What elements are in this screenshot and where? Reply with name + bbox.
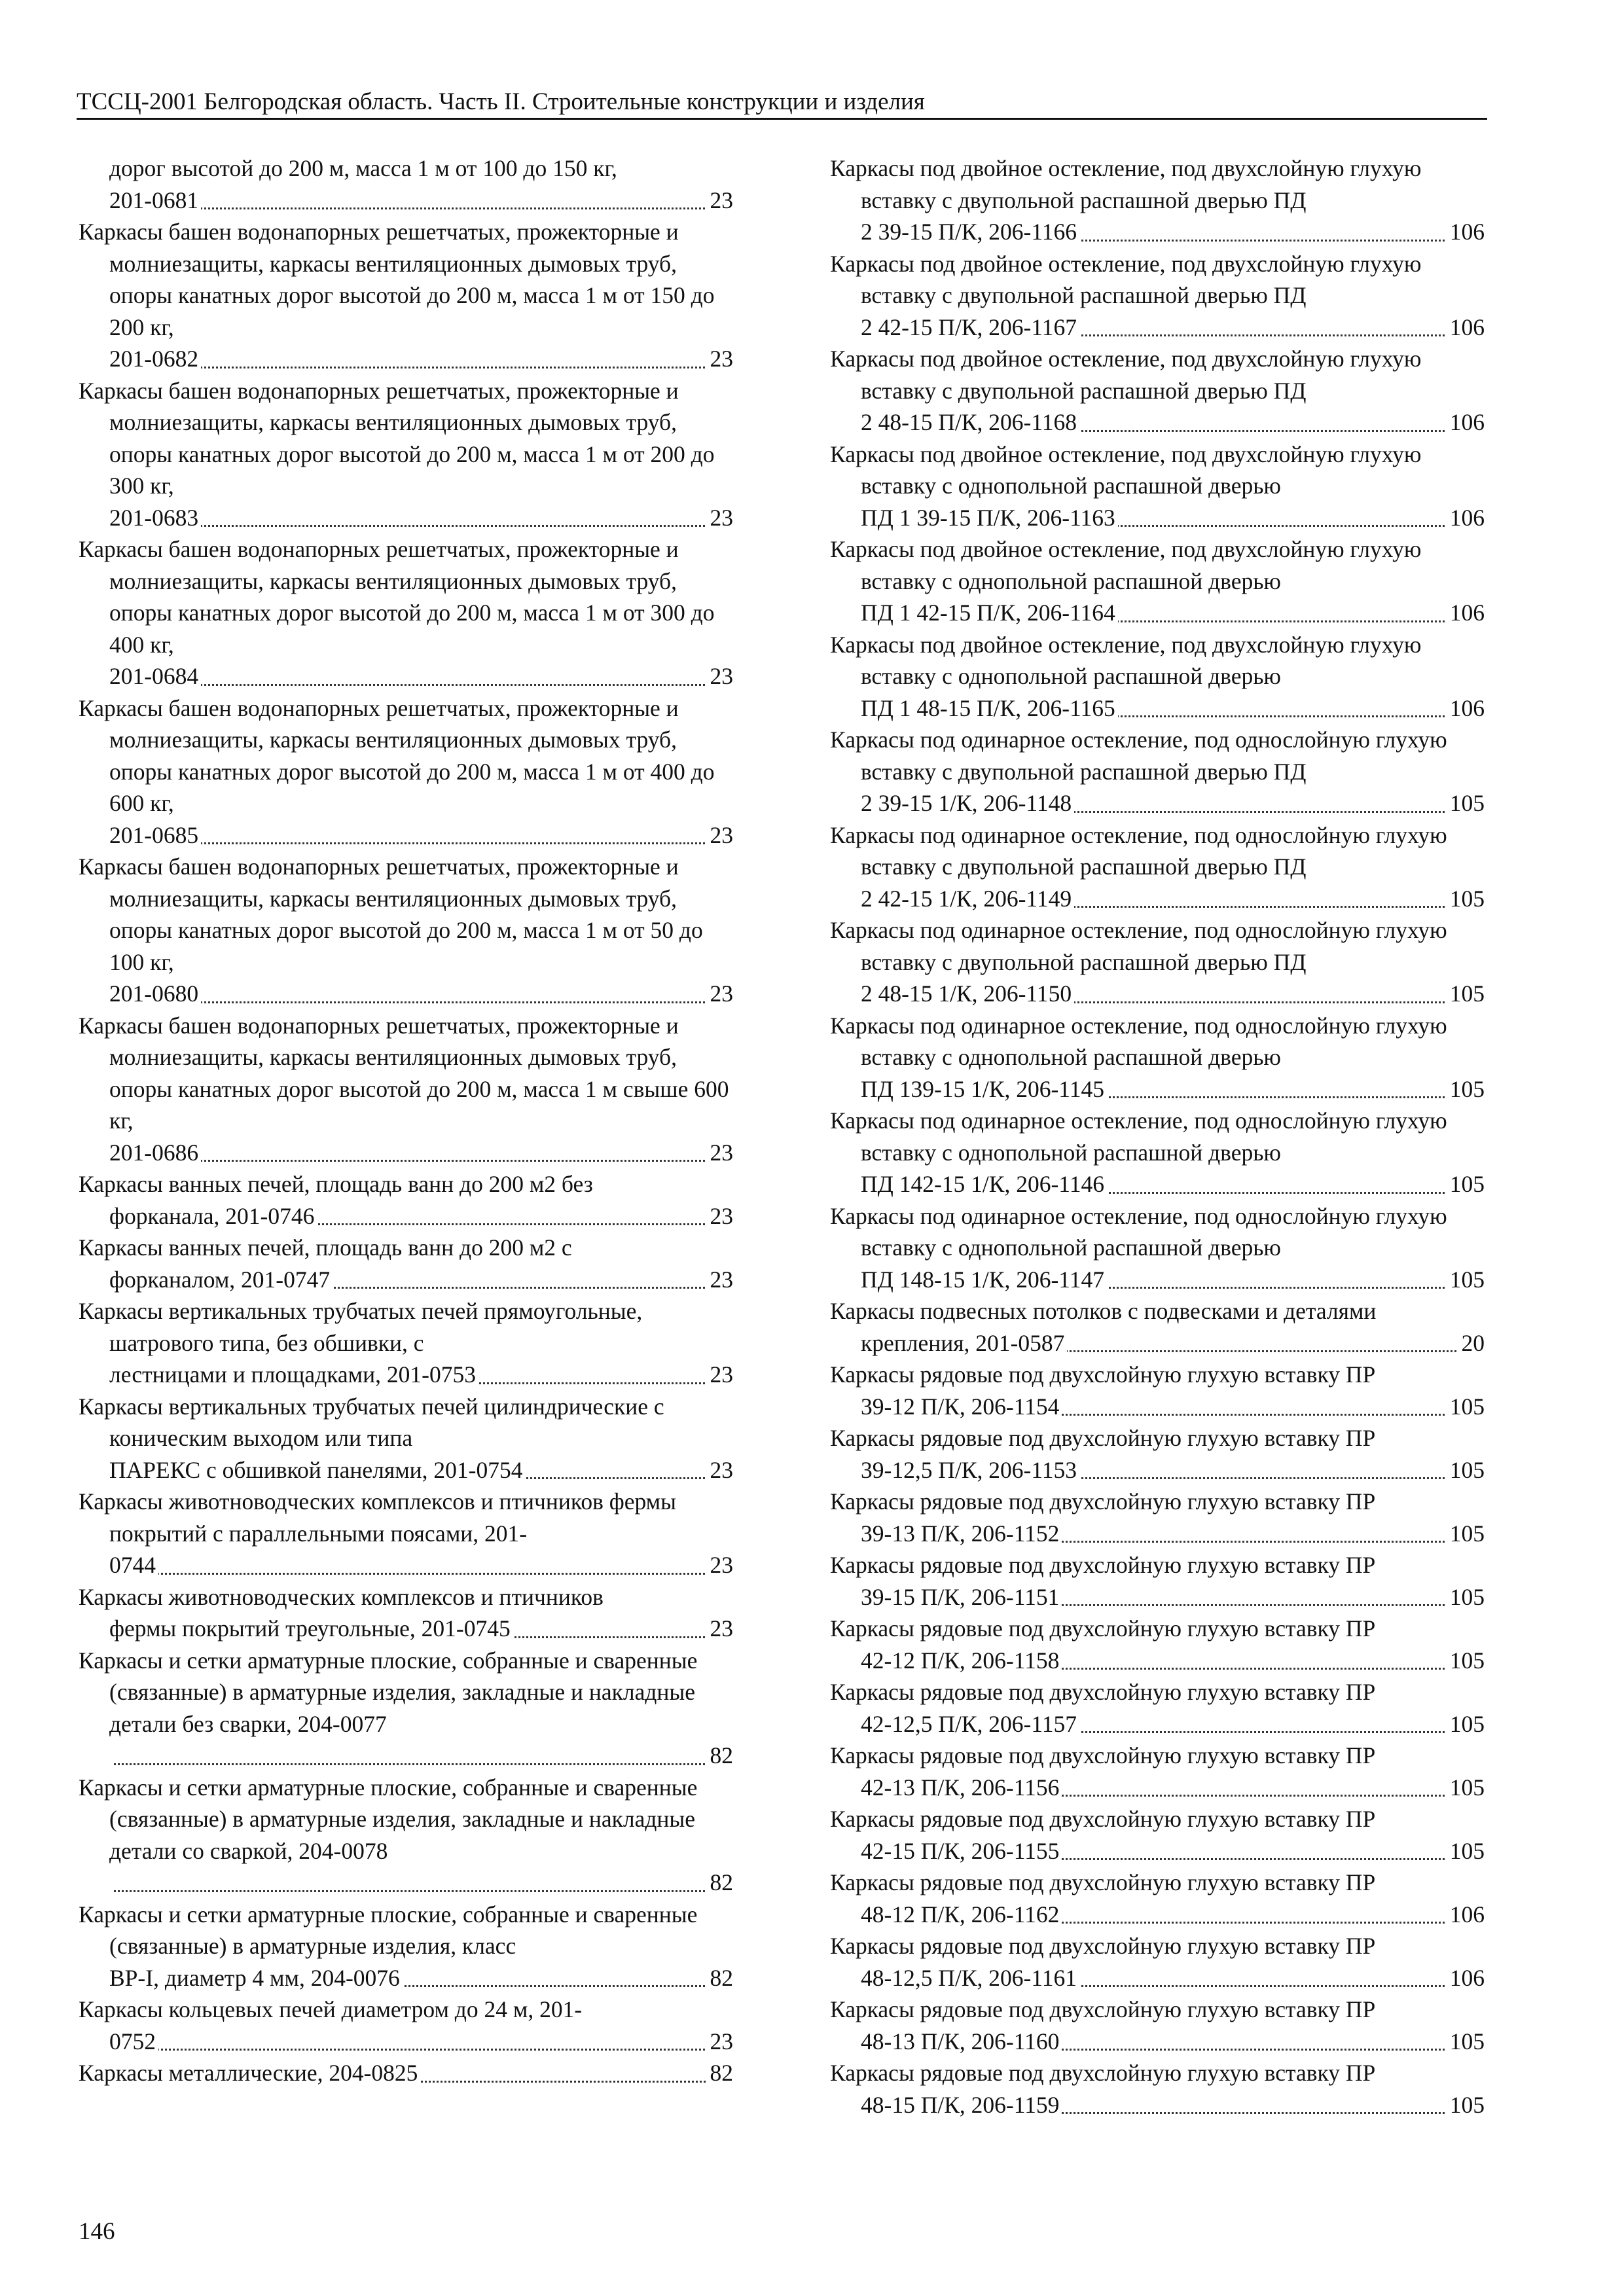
index-entry-leader-line <box>861 787 1485 819</box>
index-entry <box>79 1899 733 1994</box>
index-entry-code: 39-15 П/К, 206-1151 <box>861 1584 1062 1610</box>
index-entry-leader-line <box>861 1962 1485 1994</box>
index-entry-code: 2 39-15 П/К, 206-1166 <box>861 219 1079 245</box>
index-entry-leader-line <box>861 1264 1485 1296</box>
index-entry-code: ПАРЕКС с обшивкой панелями, 201-0754 <box>109 1457 526 1483</box>
index-entry-page: 105 <box>1447 1518 1485 1550</box>
index-entry <box>79 533 733 692</box>
index-entry-text: Каркасы под одинарное остекление, под однослойную глухую вставку с однопольной распашной дверью <box>830 1012 1447 1070</box>
index-entry-page: 23 <box>707 1137 734 1169</box>
index-entry-text: Каркасы рядовые под двухслойную глухую вставку ПР <box>830 1361 1376 1388</box>
index-entry-page: 106 <box>1447 312 1485 344</box>
index-entry-leader-line <box>861 883 1485 915</box>
index-entry-page: 105 <box>1447 1073 1485 1105</box>
index-entry-page: 82 <box>707 1962 734 1994</box>
index-entry-text: Каркасы под двойное остекление, под двухслойную глухую вставку с двупольной распашной дверью ПД <box>830 250 1422 308</box>
index-entry-code: 48-13 П/К, 206-1160 <box>861 2028 1062 2054</box>
index-entry-code: 42-12,5 П/К, 206-1157 <box>861 1711 1079 1737</box>
index-entry-page: 23 <box>707 1549 734 1581</box>
index-entry <box>79 1168 733 1232</box>
index-entry-leader-line <box>109 1359 733 1391</box>
index-entry-code: 2 42-15 1/К, 206-1149 <box>861 886 1074 912</box>
index-entry-text: Каркасы башен водонапорных решетчатых, прожекторные и молниезащиты, каркасы вентиляционных дымовых труб, опоры канатных дорог высотой до 200 м, масса 1 м от 300 до 400 кг, <box>79 536 715 658</box>
page-header-title: ТССЦ-2001 Белгородская область. Часть II. Строительные конструкции и изделия <box>77 88 925 115</box>
index-entry-code: 201-0683 <box>109 505 201 531</box>
index-entry-text: Каркасы башен водонапорных решетчатых, прожекторные и молниезащиты, каркасы вентиляционных дымовых труб, опоры канатных дорог высотой до 200 м, масса 1 м от 150 до 200 кг, <box>79 219 715 340</box>
index-entry-page: 105 <box>1447 1645 1485 1677</box>
index-entry-code: форканалом, 201-0747 <box>109 1266 333 1293</box>
dot-leader <box>109 684 733 686</box>
index-entry <box>79 1232 733 1295</box>
index-entry-code: Каркасы металлические, 204-0825 <box>79 2060 420 2086</box>
index-entry-text: дорог высотой до 200 м, масса 1 м от 100 до 150 кг, <box>109 155 617 181</box>
index-entry <box>79 1994 733 2057</box>
index-entry-leader-line <box>109 1454 733 1486</box>
index-entry-text: Каркасы вертикальных трубчатых печей прямоугольные, шатрового типа, без обшивки, с <box>79 1298 643 1356</box>
index-entry-leader-line <box>109 1962 733 1994</box>
index-entry-code: 201-0684 <box>109 663 201 689</box>
index-entry-leader-line <box>861 1581 1485 1613</box>
index-entry-text: Каркасы кольцевых печей диаметром до 24 м, 201- <box>79 1996 583 2022</box>
index-entry-leader-line <box>109 1867 733 1899</box>
index-entry-page: 23 <box>707 978 734 1010</box>
index-entry <box>830 1200 1485 1296</box>
index-entry-leader-line <box>109 1549 733 1581</box>
index-entry-text: Каркасы рядовые под двухслойную глухую вставку ПР <box>830 1425 1376 1451</box>
dot-leader <box>109 525 733 527</box>
index-entry <box>79 1772 733 1899</box>
index-entry-leader-line <box>109 185 733 217</box>
index-entry-code: 39-12,5 П/К, 206-1153 <box>861 1457 1079 1483</box>
index-entry-text: Каркасы под одинарное остекление, под однослойную глухую вставку с двупольной распашной дверью ПД <box>830 917 1447 975</box>
index-entry-text: Каркасы башен водонапорных решетчатых, прожекторные и молниезащиты, каркасы вентиляционных дымовых труб, опоры канатных дорог высотой до 200 м, масса 1 м от 400 до 600 кг, <box>79 694 715 816</box>
index-entry-page: 23 <box>707 1359 734 1391</box>
index-entry-page: 105 <box>1447 1264 1485 1296</box>
index-entry-text: Каркасы под одинарное остекление, под однослойную глухую вставку с однопольной распашной дверью <box>830 1107 1447 1166</box>
index-entry-leader-line <box>861 1073 1485 1105</box>
index-entry-page: 105 <box>1447 978 1485 1010</box>
index-entry-text: Каркасы рядовые под двухслойную глухую вставку ПР <box>830 2060 1376 2086</box>
index-entry <box>830 343 1485 439</box>
header-divider <box>77 118 1487 120</box>
index-entry-text: Каркасы рядовые под двухслойную глухую вставку ПР <box>830 1679 1376 1705</box>
index-entry-page: 23 <box>707 1200 734 1232</box>
index-entry-text: Каркасы под двойное остекление, под двухслойную глухую вставку с двупольной распашной дверью ПД <box>830 155 1422 213</box>
index-entry-page: 82 <box>707 1740 734 1772</box>
index-entry-page: 106 <box>1447 692 1485 725</box>
index-entry-code: 42-15 П/К, 206-1155 <box>861 1838 1062 1864</box>
index-entry <box>79 2057 733 2089</box>
index-entry-page: 105 <box>1447 2089 1485 2121</box>
index-entry-leader-line <box>861 2026 1485 2058</box>
index-entry <box>79 1645 733 1772</box>
index-entry-page: 23 <box>707 1264 734 1296</box>
index-entry-leader-line <box>861 1899 1485 1931</box>
dot-leader <box>109 1573 733 1575</box>
index-entry-page: 20 <box>1458 1327 1485 1359</box>
index-entry-page: 105 <box>1447 1772 1485 1804</box>
index-entry-leader-line <box>861 406 1485 439</box>
index-entry-code: 48-12 П/К, 206-1162 <box>861 1901 1062 1928</box>
index-entry-text: Каркасы башен водонапорных решетчатых, прожекторные и молниезащиты, каркасы вентиляционных дымовых труб, опоры канатных дорог высотой до 200 м, масса 1 м от 200 до 300 кг, <box>79 377 715 499</box>
index-entry-code: 39-12 П/К, 206-1154 <box>861 1393 1062 1420</box>
index-entry-code: 201-0680 <box>109 980 201 1007</box>
index-column-left <box>79 152 733 2089</box>
index-entry-text: Каркасы рядовые под двухслойную глухую вставку ПР <box>830 1742 1376 1768</box>
index-entry-code: 201-0686 <box>109 1139 201 1166</box>
index-entry <box>830 1486 1485 1549</box>
index-entry-text: Каркасы под одинарное остекление, под однослойную глухую вставку с двупольной распашной дверью ПД <box>830 821 1447 880</box>
index-entry-leader-line <box>861 1518 1485 1550</box>
index-entry-text: Каркасы башен водонапорных решетчатых, прожекторные и молниезащиты, каркасы вентиляционных дымовых труб, опоры канатных дорог высотой до 200 м, масса 1 м свыше 600 кг, <box>79 1012 729 1134</box>
index-entry-code: 42-13 П/К, 206-1156 <box>861 1774 1062 1801</box>
dot-leader <box>109 1763 733 1765</box>
index-entry-leader-line <box>861 312 1485 344</box>
index-entry-leader-line <box>861 1327 1485 1359</box>
index-entry <box>830 1422 1485 1486</box>
index-entry <box>830 533 1485 629</box>
index-entry-leader-line <box>861 597 1485 629</box>
index-entry-code: ПД 142-15 1/К, 206-1146 <box>861 1171 1107 1197</box>
index-entry <box>79 1010 733 1169</box>
index-entry-text: Каркасы под одинарное остекление, под однослойную глухую вставку с двупольной распашной дверью ПД <box>830 726 1447 785</box>
index-entry-page: 106 <box>1447 216 1485 248</box>
index-entry <box>79 1581 733 1645</box>
dot-leader <box>109 2049 733 2051</box>
index-entry-code: ПД 1 39-15 П/К, 206-1163 <box>861 505 1118 531</box>
page-number: 146 <box>79 2218 115 2245</box>
index-entry-leader-line <box>861 1645 1485 1677</box>
index-entry-text: Каркасы под двойное остекление, под двухслойную глухую вставку с однопольной распашной дверью <box>830 536 1422 594</box>
index-entry-text: Каркасы рядовые под двухслойную глухую вставку ПР <box>830 1488 1376 1515</box>
index-column-right <box>830 152 1485 2121</box>
index-entry-page: 105 <box>1447 883 1485 915</box>
index-entry-leader-line <box>109 1200 733 1232</box>
index-entry-code: крепления, 201-0587 <box>861 1330 1067 1356</box>
index-entry-page: 23 <box>707 660 734 692</box>
index-entry-leader-line <box>109 1613 733 1645</box>
index-entry-page: 105 <box>1447 1168 1485 1200</box>
index-entry-page: 105 <box>1447 2026 1485 2058</box>
index-entry-code: фермы покрытий треугольные, 201-0745 <box>109 1615 513 1641</box>
index-entry <box>79 216 733 375</box>
index-entry-page: 106 <box>1447 406 1485 439</box>
index-entry-text: Каркасы рядовые под двухслойную глухую вставку ПР <box>830 1996 1376 2022</box>
index-entry-code: 48-12,5 П/К, 206-1161 <box>861 1965 1079 1991</box>
index-entry-text: Каркасы рядовые под двухслойную глухую вставку ПР <box>830 1615 1376 1641</box>
index-entry-code: 201-0681 <box>109 187 201 213</box>
index-entry-page: 23 <box>707 1613 734 1645</box>
index-entry-page: 23 <box>707 2026 734 2058</box>
index-entry-code: 2 48-15 П/К, 206-1168 <box>861 409 1079 435</box>
index-entry-page: 106 <box>1447 502 1485 534</box>
index-entry <box>830 1010 1485 1105</box>
index-entry-leader-line <box>861 216 1485 248</box>
index-entry-leader-line <box>861 1168 1485 1200</box>
index-entry <box>830 439 1485 534</box>
index-entry <box>830 1105 1485 1200</box>
dot-leader <box>109 842 733 844</box>
index-entry-code: 201-0685 <box>109 822 201 848</box>
index-entry <box>79 375 733 534</box>
index-entry-text: Каркасы рядовые под двухслойную глухую вставку ПР <box>830 1806 1376 1832</box>
index-entry-text: Каркасы ванных печей, площадь ванн до 200 м2 с <box>79 1234 572 1261</box>
index-entry-page: 23 <box>707 343 734 375</box>
index-entry <box>79 692 733 852</box>
index-entry-leader-line <box>109 2026 733 2058</box>
index-entry-page: 105 <box>1447 1708 1485 1740</box>
index-entry-text: Каркасы рядовые под двухслойную глухую вставку ПР <box>830 1933 1376 1959</box>
index-entry-page: 82 <box>707 2057 734 2089</box>
index-entry <box>830 152 1485 248</box>
index-entry-page: 106 <box>1447 1962 1485 1994</box>
index-entry-leader-line <box>109 819 733 852</box>
index-entry <box>830 724 1485 819</box>
index-entry-page: 105 <box>1447 1835 1485 1867</box>
index-entry-page: 106 <box>1447 1899 1485 1931</box>
index-entry-leader-line <box>109 660 733 692</box>
index-entry <box>79 1486 733 1581</box>
index-entry-text: Каркасы и сетки арматурные плоские, собранные и сваренные (связанные) в арматурные изделия, класс <box>79 1901 698 1959</box>
index-entry-code: лестницами и площадками, 201-0753 <box>109 1361 478 1388</box>
index-entry-leader-line <box>861 1772 1485 1804</box>
index-entry <box>830 629 1485 725</box>
index-entry-code: ПД 1 48-15 П/К, 206-1165 <box>861 695 1118 721</box>
index-entry <box>830 2057 1485 2121</box>
index-entry <box>830 248 1485 344</box>
index-entry-leader-line <box>109 1264 733 1296</box>
index-entry-page: 105 <box>1447 787 1485 819</box>
index-entry-text: Каркасы под одинарное остекление, под однослойную глухую вставку с однопольной распашной дверью <box>830 1202 1447 1261</box>
dot-leader <box>109 367 733 368</box>
index-entry <box>830 914 1485 1010</box>
index-entry-leader-line <box>861 1391 1485 1423</box>
index-entry-text: Каркасы рядовые под двухслойную глухую вставку ПР <box>830 1552 1376 1578</box>
index-entry-text: Каркасы животноводческих комплексов и птичников фермы покрытий с параллельными поясами, 201- <box>79 1488 676 1547</box>
index-entry <box>830 1994 1485 2057</box>
index-entry-leader-line <box>861 2089 1485 2121</box>
index-entry-page: 106 <box>1447 597 1485 629</box>
index-entry-code: 0752 <box>109 2028 158 2054</box>
index-entry-text: Каркасы и сетки арматурные плоские, собранные и сваренные (связанные) в арматурные изделия, закладные и накладные детали без сварки, 204-0077 <box>79 1647 698 1737</box>
index-entry-page: 82 <box>707 1867 734 1899</box>
index-entry-page: 105 <box>1447 1454 1485 1486</box>
index-entry-leader-line <box>861 1835 1485 1867</box>
index-entry-code: 201-0682 <box>109 346 201 372</box>
index-entry-text: Каркасы вертикальных трубчатых печей цилиндрические с коническим выходом или типа <box>79 1393 664 1451</box>
index-entry <box>830 1867 1485 1930</box>
index-entry-leader-line <box>861 978 1485 1010</box>
index-entry <box>830 1549 1485 1613</box>
index-entry <box>830 1295 1485 1359</box>
index-entry-leader-line <box>861 1708 1485 1740</box>
index-entry-text: Каркасы башен водонапорных решетчатых, прожекторные и молниезащиты, каркасы вентиляционных дымовых труб, опоры канатных дорог высотой до 200 м, масса 1 м от 50 до 100 кг, <box>79 853 703 975</box>
index-entry-code <box>109 1869 112 1895</box>
index-entry <box>79 851 733 1010</box>
index-entry-code: 42-12 П/К, 206-1158 <box>861 1647 1062 1674</box>
index-entry-code: ПД 148-15 1/К, 206-1147 <box>861 1266 1107 1293</box>
index-entry-leader-line <box>109 1740 733 1772</box>
index-entry-text: Каркасы рядовые под двухслойную глухую вставку ПР <box>830 1869 1376 1895</box>
index-entry-code: 39-13 П/К, 206-1152 <box>861 1520 1062 1547</box>
index-entry <box>830 1676 1485 1740</box>
index-entry-text: Каркасы и сетки арматурные плоские, собранные и сваренные (связанные) в арматурные изделия, закладные и накладные детали со сваркой, 204-0078 <box>79 1774 698 1864</box>
index-entry <box>830 1613 1485 1676</box>
index-entry-page: 105 <box>1447 1391 1485 1423</box>
index-entry-code <box>109 1742 112 1768</box>
index-entry <box>830 1740 1485 1803</box>
index-entry-page: 105 <box>1447 1581 1485 1613</box>
index-entry-text: Каркасы под двойное остекление, под двухслойную глухую вставку с однопольной распашной дверью <box>830 440 1422 499</box>
index-entry <box>830 1930 1485 1994</box>
index-entry <box>830 1359 1485 1422</box>
index-entry-code: ПД 1 42-15 П/К, 206-1164 <box>861 600 1118 626</box>
index-entry-code: 2 48-15 1/К, 206-1150 <box>861 980 1074 1007</box>
index-entry-leader-line <box>861 1454 1485 1486</box>
index-entry-code: 2 39-15 1/К, 206-1148 <box>861 790 1074 816</box>
index-entry-leader-line <box>109 343 733 375</box>
index-entry-leader-line <box>861 692 1485 725</box>
index-entry-leader-line <box>109 502 733 534</box>
index-entry <box>79 1391 733 1486</box>
index-entry-code: 2 42-15 П/К, 206-1167 <box>861 314 1079 340</box>
index-entry-code: 48-15 П/К, 206-1159 <box>861 2092 1062 2118</box>
index-entry <box>830 819 1485 915</box>
index-entry-text: Каркасы подвесных потолков с подвесками и деталями <box>830 1298 1377 1324</box>
dot-leader <box>109 1001 733 1003</box>
index-entry-text: Каркасы под двойное остекление, под двухслойную глухую вставку с однопольной распашной дверью <box>830 631 1422 689</box>
index-entry-text: Каркасы под двойное остекление, под двухслойную глухую вставку с двупольной распашной дверью ПД <box>830 346 1422 404</box>
dot-leader <box>109 1160 733 1162</box>
index-entry-leader-line <box>109 1137 733 1169</box>
index-entry <box>79 152 733 216</box>
index-entry-page: 23 <box>707 819 734 852</box>
dot-leader <box>109 1890 733 1892</box>
index-entry-page: 23 <box>707 502 734 534</box>
index-entry-leader-line <box>79 2057 733 2089</box>
index-entry-leader-line <box>109 978 733 1010</box>
index-entry-code: форканала, 201-0746 <box>109 1203 317 1229</box>
dot-leader <box>109 207 733 209</box>
index-entry-code: ПД 139-15 1/К, 206-1145 <box>861 1076 1107 1102</box>
index-entry-leader-line <box>861 502 1485 534</box>
index-entry-text: Каркасы животноводческих комплексов и птичников <box>79 1583 604 1610</box>
index-entry-page: 23 <box>707 185 734 217</box>
index-entry <box>830 1803 1485 1867</box>
index-entry-page: 23 <box>707 1454 734 1486</box>
index-entry-code: ВР-I, диаметр 4 мм, 204-0076 <box>109 1965 403 1991</box>
index-entry-code: 0744 <box>109 1552 158 1578</box>
index-entry <box>79 1295 733 1391</box>
index-entry-text: Каркасы ванных печей, площадь ванн до 200 м2 без <box>79 1171 593 1197</box>
